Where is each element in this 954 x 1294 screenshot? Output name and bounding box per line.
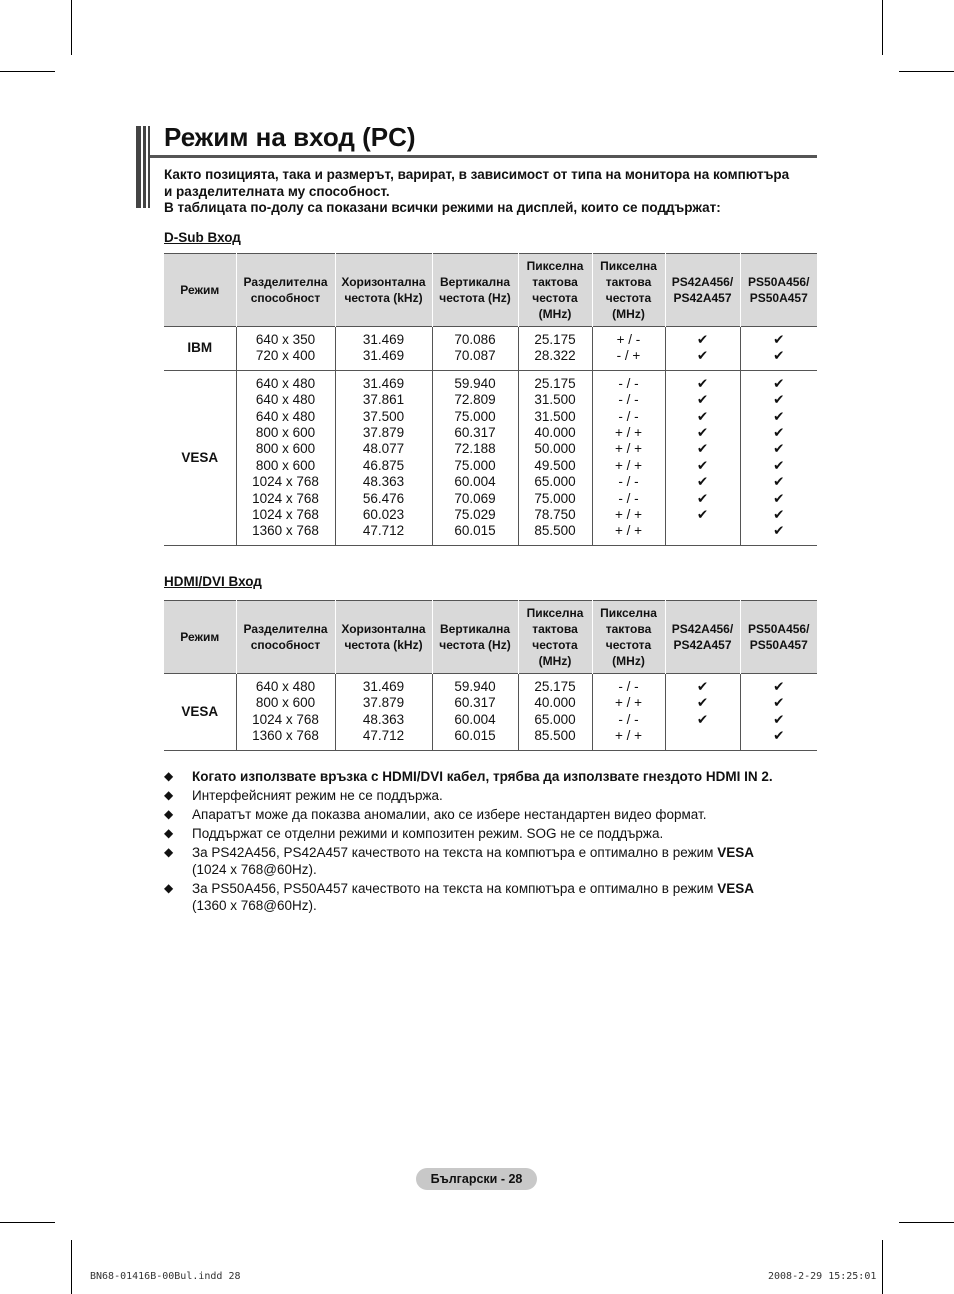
cell-value: + / + xyxy=(614,425,643,441)
cell-value: 640 x 480 xyxy=(255,408,316,424)
note-item xyxy=(164,844,814,878)
cell-value: 75.029 xyxy=(454,507,496,523)
checkmark-icon: ✔ xyxy=(696,441,709,457)
cell-value: 800 x 600 xyxy=(255,457,316,473)
column-header: Пикселна тактова честота (MHz) xyxy=(518,254,592,327)
page-number: Български - 28 xyxy=(416,1168,537,1190)
hfreq-cell xyxy=(335,674,432,751)
crop-mark xyxy=(899,1222,954,1223)
cell-value: 65.000 xyxy=(534,711,576,727)
cell-value: 37.879 xyxy=(362,425,405,441)
column-header: Хоризонтална честота (kHz) xyxy=(335,601,432,674)
ps50-cell xyxy=(740,370,817,545)
cell-value: 72.809 xyxy=(454,392,496,408)
cell-value: - / - xyxy=(618,490,639,506)
crop-mark xyxy=(899,71,954,72)
cell-value: 37.861 xyxy=(362,392,405,408)
cell-value: 640 x 480 xyxy=(255,392,316,408)
crop-mark xyxy=(0,71,55,72)
cell-value: 46.875 xyxy=(362,457,405,473)
vfreq-cell xyxy=(432,370,518,545)
vfreq-cell xyxy=(432,327,518,371)
intro-line: и разделителната му способност. xyxy=(164,183,390,199)
cell-value: 1360 x 768 xyxy=(252,523,319,539)
checkmark-icon: ✔ xyxy=(773,425,785,441)
column-header: Разделителна способност xyxy=(236,601,335,674)
cell-value: 56.476 xyxy=(362,490,405,506)
notes-list xyxy=(164,768,814,916)
cell-value: 37.879 xyxy=(362,695,405,711)
column-header: Режим xyxy=(164,254,236,327)
page-title: Режим на вход (PC) xyxy=(164,122,416,152)
polarity-cell xyxy=(592,327,665,371)
checkmark-icon: ✔ xyxy=(696,679,709,694)
cell-value: 1024 x 768 xyxy=(252,711,319,727)
cell-value: 25.175 xyxy=(534,375,576,391)
pclock-cell xyxy=(518,674,592,751)
crop-mark xyxy=(71,0,72,55)
cell-value: + / + xyxy=(614,728,643,744)
note-text: За PS42A456, PS42A457 качеството на текста на компютъра е оптимално в режим xyxy=(192,845,718,860)
cell-value: 75.000 xyxy=(534,490,576,506)
cell-value: - / - xyxy=(618,474,639,490)
crop-mark xyxy=(71,1240,72,1294)
checkmark-icon: ✔ xyxy=(773,728,785,744)
table-row xyxy=(164,327,817,371)
ps42-cell xyxy=(665,327,740,371)
crop-mark xyxy=(882,0,883,55)
cell-value: 640 x 480 xyxy=(255,679,316,694)
cell-value: 75.000 xyxy=(454,457,496,473)
column-header: Пикселна тактова честота (MHz) xyxy=(518,601,592,674)
column-header: Пикселна тактова честота (MHz) xyxy=(592,254,665,327)
cell-value: 47.712 xyxy=(362,728,405,744)
mode-cell: VESA xyxy=(181,703,219,719)
hdmi-section-label: HDMI/DVI Вход xyxy=(164,574,262,589)
column-header: PS42A456/ PS42A457 xyxy=(665,254,740,327)
cell-value: 48.363 xyxy=(362,474,405,490)
table-header-row xyxy=(164,254,817,327)
diamond-bullet-icon: ◆ xyxy=(164,807,174,821)
note-text: (1360 x 768@60Hz). xyxy=(192,898,317,913)
cell-value: 640 x 480 xyxy=(255,375,316,391)
checkmark-icon: ✔ xyxy=(773,408,785,424)
note-item xyxy=(164,880,814,914)
cell-value: 31.469 xyxy=(362,332,405,347)
checkmark-icon: ✔ xyxy=(773,441,785,457)
cell-value: 28.322 xyxy=(534,348,576,364)
note-text: Интерфейсният режим не се поддържа. xyxy=(192,788,443,803)
column-header: Пикселна тактова честота (MHz) xyxy=(592,601,665,674)
note-item xyxy=(164,787,814,804)
dsub-section-label: D-Sub Вход xyxy=(164,230,241,245)
checkmark-icon: ✔ xyxy=(773,523,785,539)
diamond-bullet-icon: ◆ xyxy=(164,881,174,895)
checkmark-icon: ✔ xyxy=(773,457,785,473)
note-emphasis: VESA xyxy=(717,881,754,896)
cell-value: 31.469 xyxy=(362,348,405,364)
column-header: Вертикална честота (Hz) xyxy=(432,254,518,327)
checkmark-icon: ✔ xyxy=(696,711,709,727)
cell-value: 50.000 xyxy=(534,441,576,457)
pclock-cell xyxy=(518,327,592,371)
resolution-cell xyxy=(236,674,335,751)
note-text: Когато използвате връзка с HDMI/DVI кабел, трябва да използвате гнездото HDMI IN 2. xyxy=(192,769,773,784)
note-text: (1024 x 768@60Hz). xyxy=(192,862,317,877)
footer-date: 2008-2-29 15:25:01 xyxy=(768,1271,877,1282)
ps42-cell xyxy=(665,674,740,751)
cell-value: - / + xyxy=(616,348,641,364)
table-header-row xyxy=(164,601,817,674)
note-item xyxy=(164,768,814,785)
checkmark-icon: ✔ xyxy=(773,392,785,408)
dsub-table xyxy=(164,253,817,546)
crop-mark xyxy=(0,1222,55,1223)
checkmark-icon: ✔ xyxy=(696,507,709,523)
diamond-bullet-icon: ◆ xyxy=(164,769,174,783)
checkmark-icon: ✔ xyxy=(773,507,785,523)
ps50-cell xyxy=(740,327,817,371)
checkmark-icon: ✔ xyxy=(696,408,709,424)
cell-value: 85.500 xyxy=(534,523,576,539)
cell-value: 60.023 xyxy=(362,507,405,523)
cell-value: 60.004 xyxy=(454,474,496,490)
checkmark-icon: ✔ xyxy=(773,332,785,347)
cell-value: 640 x 350 xyxy=(255,332,316,347)
pclock-cell xyxy=(518,370,592,545)
checkmark-icon: ✔ xyxy=(773,375,785,391)
cell-value: 48.363 xyxy=(362,711,405,727)
mode-cell: IBM xyxy=(187,340,213,356)
diamond-bullet-icon: ◆ xyxy=(164,826,174,840)
checkmark-icon: ✔ xyxy=(773,490,785,506)
crop-mark xyxy=(882,1240,883,1294)
checkmark-icon: ✔ xyxy=(696,457,709,473)
polarity-cell xyxy=(592,674,665,751)
cell-value: + / - xyxy=(616,332,641,347)
cell-value: 48.077 xyxy=(362,441,405,457)
table-row xyxy=(164,370,817,545)
cell-value: 60.317 xyxy=(454,695,496,711)
cell-value: 25.175 xyxy=(534,679,576,694)
cell-value: - / - xyxy=(618,392,639,408)
hfreq-cell xyxy=(335,370,432,545)
cell-value: 85.500 xyxy=(534,728,576,744)
cell-value: + / + xyxy=(614,457,643,473)
column-header: Разделителна способност xyxy=(236,254,335,327)
cell-value: 60.015 xyxy=(454,523,496,539)
footer-file: BN68-01416B-00Bul.indd 28 xyxy=(90,1271,241,1282)
cell-value: 1360 x 768 xyxy=(252,728,319,744)
ps50-cell xyxy=(740,674,817,751)
cell-value: 31.500 xyxy=(534,408,576,424)
intro-line: Както позицията, така и размерът, варират, в зависимост от типа на монитора на компютъра xyxy=(164,167,790,182)
column-header: PS42A456/ PS42A457 xyxy=(665,601,740,674)
note-item xyxy=(164,806,814,823)
cell-value: 72.188 xyxy=(454,441,496,457)
cell-value: - / - xyxy=(618,408,639,424)
hfreq-cell xyxy=(335,327,432,371)
checkmark-icon: ✔ xyxy=(696,490,709,506)
intro-line: В таблицата по-долу са показани всички режими на дисплей, които се поддържат: xyxy=(164,200,721,215)
cell-value: 70.087 xyxy=(454,348,496,364)
resolution-cell xyxy=(236,370,335,545)
cell-value: 800 x 600 xyxy=(255,441,316,457)
checkmark-icon: ✔ xyxy=(773,348,785,364)
title-rule xyxy=(150,155,817,158)
cell-value: 1024 x 768 xyxy=(252,474,319,490)
cell-value: 720 x 400 xyxy=(255,348,316,364)
cell-value: - / - xyxy=(618,679,639,694)
table-row xyxy=(164,674,817,751)
mode-cell: VESA xyxy=(181,449,219,465)
column-header: PS50A456/ PS50A457 xyxy=(740,254,817,327)
cell-value: 49.500 xyxy=(534,457,576,473)
hdmi-table xyxy=(164,600,817,751)
cell-value: 78.750 xyxy=(534,507,576,523)
cell-value: 65.000 xyxy=(534,474,576,490)
column-header: PS50A456/ PS50A457 xyxy=(740,601,817,674)
resolution-cell xyxy=(236,327,335,371)
checkmark-icon: ✔ xyxy=(696,474,709,490)
cell-value: 1024 x 768 xyxy=(252,507,319,523)
cell-value: - / - xyxy=(618,711,639,727)
cell-value: - / - xyxy=(618,375,639,391)
checkmark-icon: ✔ xyxy=(773,711,785,727)
cell-value: 70.086 xyxy=(454,332,496,347)
cell-value: 31.469 xyxy=(362,375,405,391)
cell-value: 800 x 600 xyxy=(255,425,316,441)
cell-value: 60.015 xyxy=(454,728,496,744)
cell-value: 1024 x 768 xyxy=(252,490,319,506)
note-text: Апаратът може да показва аномалии, ако се избере нестандартен видео формат. xyxy=(192,807,707,822)
cell-value: 40.000 xyxy=(534,425,576,441)
cell-value: 59.940 xyxy=(454,375,496,391)
checkmark-icon: ✔ xyxy=(696,375,709,391)
cell-value: 59.940 xyxy=(454,679,496,694)
note-text: За PS50A456, PS50A457 качеството на текста на компютъра е оптимално в режим xyxy=(192,881,718,896)
note-item xyxy=(164,825,814,842)
note-emphasis: VESA xyxy=(717,845,754,860)
checkmark-icon: ✔ xyxy=(696,392,709,408)
checkmark-icon: ✔ xyxy=(773,474,785,490)
cell-value: 800 x 600 xyxy=(255,695,316,711)
cell-value: 47.712 xyxy=(362,523,405,539)
ps42-cell xyxy=(665,370,740,545)
cell-value: 31.469 xyxy=(362,679,405,694)
diamond-bullet-icon: ◆ xyxy=(164,845,174,859)
cell-value: 40.000 xyxy=(534,695,576,711)
cell-value: + / + xyxy=(614,523,643,539)
checkmark-icon: ✔ xyxy=(696,425,709,441)
vfreq-cell xyxy=(432,674,518,751)
checkmark-icon: ✔ xyxy=(773,679,785,694)
checkmark-icon: ✔ xyxy=(696,695,709,711)
cell-value: 37.500 xyxy=(362,408,405,424)
cell-value: + / + xyxy=(614,441,643,457)
cell-value: 60.004 xyxy=(454,711,496,727)
column-header: Режим xyxy=(164,601,236,674)
cell-value: 60.317 xyxy=(454,425,496,441)
column-header: Вертикална честота (Hz) xyxy=(432,601,518,674)
diamond-bullet-icon: ◆ xyxy=(164,788,174,802)
cell-value: 31.500 xyxy=(534,392,576,408)
cell-value: 70.069 xyxy=(454,490,496,506)
polarity-cell xyxy=(592,370,665,545)
cell-value: 25.175 xyxy=(534,332,576,347)
checkmark-icon: ✔ xyxy=(696,332,709,347)
checkmark-icon: ✔ xyxy=(773,695,785,711)
cell-value: + / + xyxy=(614,507,643,523)
checkmark-icon: ✔ xyxy=(696,348,709,364)
column-header: Хоризонтална честота (kHz) xyxy=(335,254,432,327)
intro-text xyxy=(164,167,824,217)
cell-value: 75.000 xyxy=(454,408,496,424)
cell-value: + / + xyxy=(614,695,643,711)
note-text: Поддържат се отделни режими и композитен режим. SOG не се поддържа. xyxy=(192,826,664,841)
